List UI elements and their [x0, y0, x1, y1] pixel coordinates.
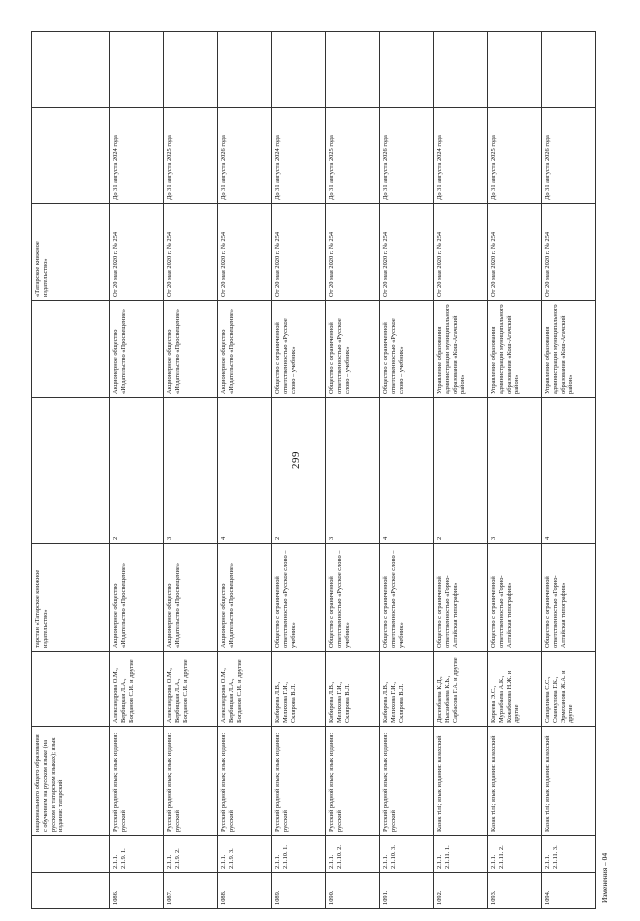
- row-subject: Русский родной язык; язык издания: русский: [326, 727, 380, 836]
- row-publisher: Общество с ограниченной ответственностью «Русское слово – учебник»: [380, 544, 434, 652]
- row-order: От 20 мая 2020 г. № 254: [380, 204, 434, 301]
- row-authors: Александрова О.М., Вербицкая Л.А., Богданов С.И. и другие: [218, 652, 272, 727]
- row-publisher: Общество с ограниченной ответственностью «Горно-Алтайская типография»: [434, 544, 488, 652]
- row-publisher: Акционерное общество «Издательство «Просвещение»: [164, 544, 218, 652]
- row-empty: [164, 32, 218, 108]
- table-body: [32, 32, 596, 909]
- row-subject: Казак тiлi; язык издания: казахский: [488, 727, 542, 836]
- row-grade: 3: [326, 398, 380, 544]
- row-subject: Казак тiлi; язык издания: казахский: [542, 727, 596, 836]
- row-order: От 20 мая 2020 г. № 254: [110, 204, 164, 301]
- row-publisher2: Общество с ограниченной ответственностью «Русское слово – учебник»: [272, 301, 326, 398]
- row-grade: 2: [434, 398, 488, 544]
- row-publisher: Общество с ограниченной ответственностью «Горно-Алтайская типография»: [488, 544, 542, 652]
- row-publisher2: Акционерное общество «Издательство «Просвещение»: [110, 301, 164, 398]
- row-code: 2.1.1. 2.1.11. 3.: [542, 836, 596, 873]
- table-row: [434, 32, 488, 909]
- row-number: 1088.: [218, 873, 272, 909]
- row-until: До 31 августа 2024 года: [110, 108, 164, 204]
- row-order: От 20 мая 2020 г. № 254: [218, 204, 272, 301]
- row-code: 2.1.1. 2.1.9. 1.: [110, 836, 164, 873]
- table-row: [326, 32, 380, 909]
- row-authors: Дисенбаева К.Д., Нысанбаева К.Ь., Сарбасова Г.А. и другие: [434, 652, 488, 727]
- row-publisher2: Акционерное общество «Издательство «Просвещение»: [218, 301, 272, 398]
- row-until: До 31 августа 2026 года: [542, 108, 596, 204]
- row-authors: Сапарлиева С.С., Сманкулова Г.К., Эрмеханова Ж.А. и другие: [542, 652, 596, 727]
- row-grade: 2: [272, 398, 326, 544]
- row-code: 2.1.1. 2.1.11. 1.: [434, 836, 488, 873]
- row-empty: [110, 32, 164, 108]
- row-subject: Русский родной язык; язык издания: русский: [164, 727, 218, 836]
- table-row: [272, 32, 326, 909]
- row-authors: Кибирева Л.В., Мелихова Г.И., Склярова В.Л.: [326, 652, 380, 727]
- continuation-subject: национального общего образования с обучением на русском языке (на русском и татарском языках); язык издания: татарский: [32, 727, 110, 836]
- row-publisher: Общество с ограниченной ответственностью «Русское слово – учебник»: [272, 544, 326, 652]
- row-subject: Русский родной язык; язык издания: русский: [110, 727, 164, 836]
- row-code: 2.1.1. 2.1.9. 2.: [164, 836, 218, 873]
- row-publisher: Общество с ограниченной ответственностью «Русское слово – учебник»: [326, 544, 380, 652]
- row-until: До 31 августа 2026 года: [380, 108, 434, 204]
- continuation-row: [32, 32, 110, 909]
- row-grade: 2: [110, 398, 164, 544]
- table-row: [218, 32, 272, 909]
- row-publisher: Акционерное общество «Издательство «Просвещение»: [218, 544, 272, 652]
- row-publisher2: Общество с ограниченной ответственностью «Русское слово – учебник»: [326, 301, 380, 398]
- row-code: 2.1.1. 2.1.11. 2.: [488, 836, 542, 873]
- row-empty: [488, 32, 542, 108]
- row-until: До 31 августа 2025 года: [488, 108, 542, 204]
- row-publisher: Акционерное общество «Издательство «Просвещение»: [110, 544, 164, 652]
- row-empty: [326, 32, 380, 108]
- row-grade: 3: [488, 398, 542, 544]
- row-until: До 31 августа 2025 года: [326, 108, 380, 204]
- row-publisher2: Управление образования администрации муниципального образования «Кош-Агачский район»: [434, 301, 488, 398]
- row-until: До 31 августа 2026 года: [218, 108, 272, 204]
- row-publisher2: Управление образования администрации муниципального образования «Кош-Агачский район»: [488, 301, 542, 398]
- row-until: До 31 августа 2025 года: [164, 108, 218, 204]
- row-subject: Русский родной язык; язык издания: русский: [272, 727, 326, 836]
- row-order: От 20 мая 2020 г. № 254: [542, 204, 596, 301]
- row-until: До 31 августа 2024 года: [272, 108, 326, 204]
- row-order: От 20 мая 2020 г. № 254: [488, 204, 542, 301]
- page-number: 299: [290, 451, 302, 469]
- row-empty: [218, 32, 272, 108]
- row-code: 2.1.1. 2.1.10. 1.: [272, 836, 326, 873]
- continuation-publisher2: «Татарское книжное издательство»: [32, 204, 110, 301]
- row-publisher2: Управление образования администрации муниципального образования «Кош-Агачский район»: [542, 301, 596, 398]
- row-empty: [542, 32, 596, 108]
- row-number: 1089.: [272, 873, 326, 909]
- row-subject: Казак тiлi; язык издания: казахский: [434, 727, 488, 836]
- row-empty: [272, 32, 326, 108]
- row-subject: Русский родной язык; язык издания: русский: [380, 727, 434, 836]
- row-publisher2: Акционерное общество «Издательство «Просвещение»: [164, 301, 218, 398]
- footer-note: Изменения – 04: [600, 852, 609, 903]
- table-row: [164, 32, 218, 909]
- row-number: 1091.: [380, 873, 434, 909]
- row-empty: [434, 32, 488, 108]
- row-authors: Кибирева Л.В., Мелихова Г.И., Склярова В.Л.: [272, 652, 326, 727]
- row-number: 1087.: [164, 873, 218, 909]
- table-row: [110, 32, 164, 909]
- row-number: 1094.: [542, 873, 596, 909]
- row-code: 2.1.1. 2.1.10. 2.: [326, 836, 380, 873]
- row-authors: Киреева Э.С., Мурзабаева А.К., Кожабекова Н.Ж. и другие: [488, 652, 542, 727]
- row-order: От 20 мая 2020 г. № 254: [272, 204, 326, 301]
- row-grade: 4: [542, 398, 596, 544]
- row-publisher2: Общество с ограниченной ответственностью «Русское слово – учебник»: [380, 301, 434, 398]
- row-subject: Русский родной язык; язык издания: русский: [218, 727, 272, 836]
- row-order: От 20 мая 2020 г. № 254: [326, 204, 380, 301]
- row-number: 1093.: [488, 873, 542, 909]
- row-grade: 4: [218, 398, 272, 544]
- continuation-publisher: тарстан «Татарское книжное издательство»: [32, 544, 110, 652]
- table-row: [380, 32, 434, 909]
- row-publisher: Общество с ограниченной ответственностью «Горно-Алтайская типография»: [542, 544, 596, 652]
- table-row: [488, 32, 542, 909]
- row-authors: Кибирева Л.В., Мелихова Г.И., Склярова В.Л.: [380, 652, 434, 727]
- row-number: 1086.: [110, 873, 164, 909]
- row-grade: 4: [380, 398, 434, 544]
- row-code: 2.1.1. 2.1.9. 3.: [218, 836, 272, 873]
- row-authors: Александрова О.М., Вербицкая Л.А., Богданов С.И. и другие: [110, 652, 164, 727]
- row-empty: [380, 32, 434, 108]
- row-order: От 20 мая 2020 г. № 254: [434, 204, 488, 301]
- textbook-table: [31, 31, 596, 909]
- row-authors: Александрова О.М., Вербицкая Л.А., Богданов С.И. и другие: [164, 652, 218, 727]
- row-grade: 3: [164, 398, 218, 544]
- table-row: [542, 32, 596, 909]
- row-number: 1090.: [326, 873, 380, 909]
- row-code: 2.1.1. 2.1.10. 3.: [380, 836, 434, 873]
- row-until: До 31 августа 2024 года: [434, 108, 488, 204]
- row-number: 1092.: [434, 873, 488, 909]
- row-order: От 20 мая 2020 г. № 254: [164, 204, 218, 301]
